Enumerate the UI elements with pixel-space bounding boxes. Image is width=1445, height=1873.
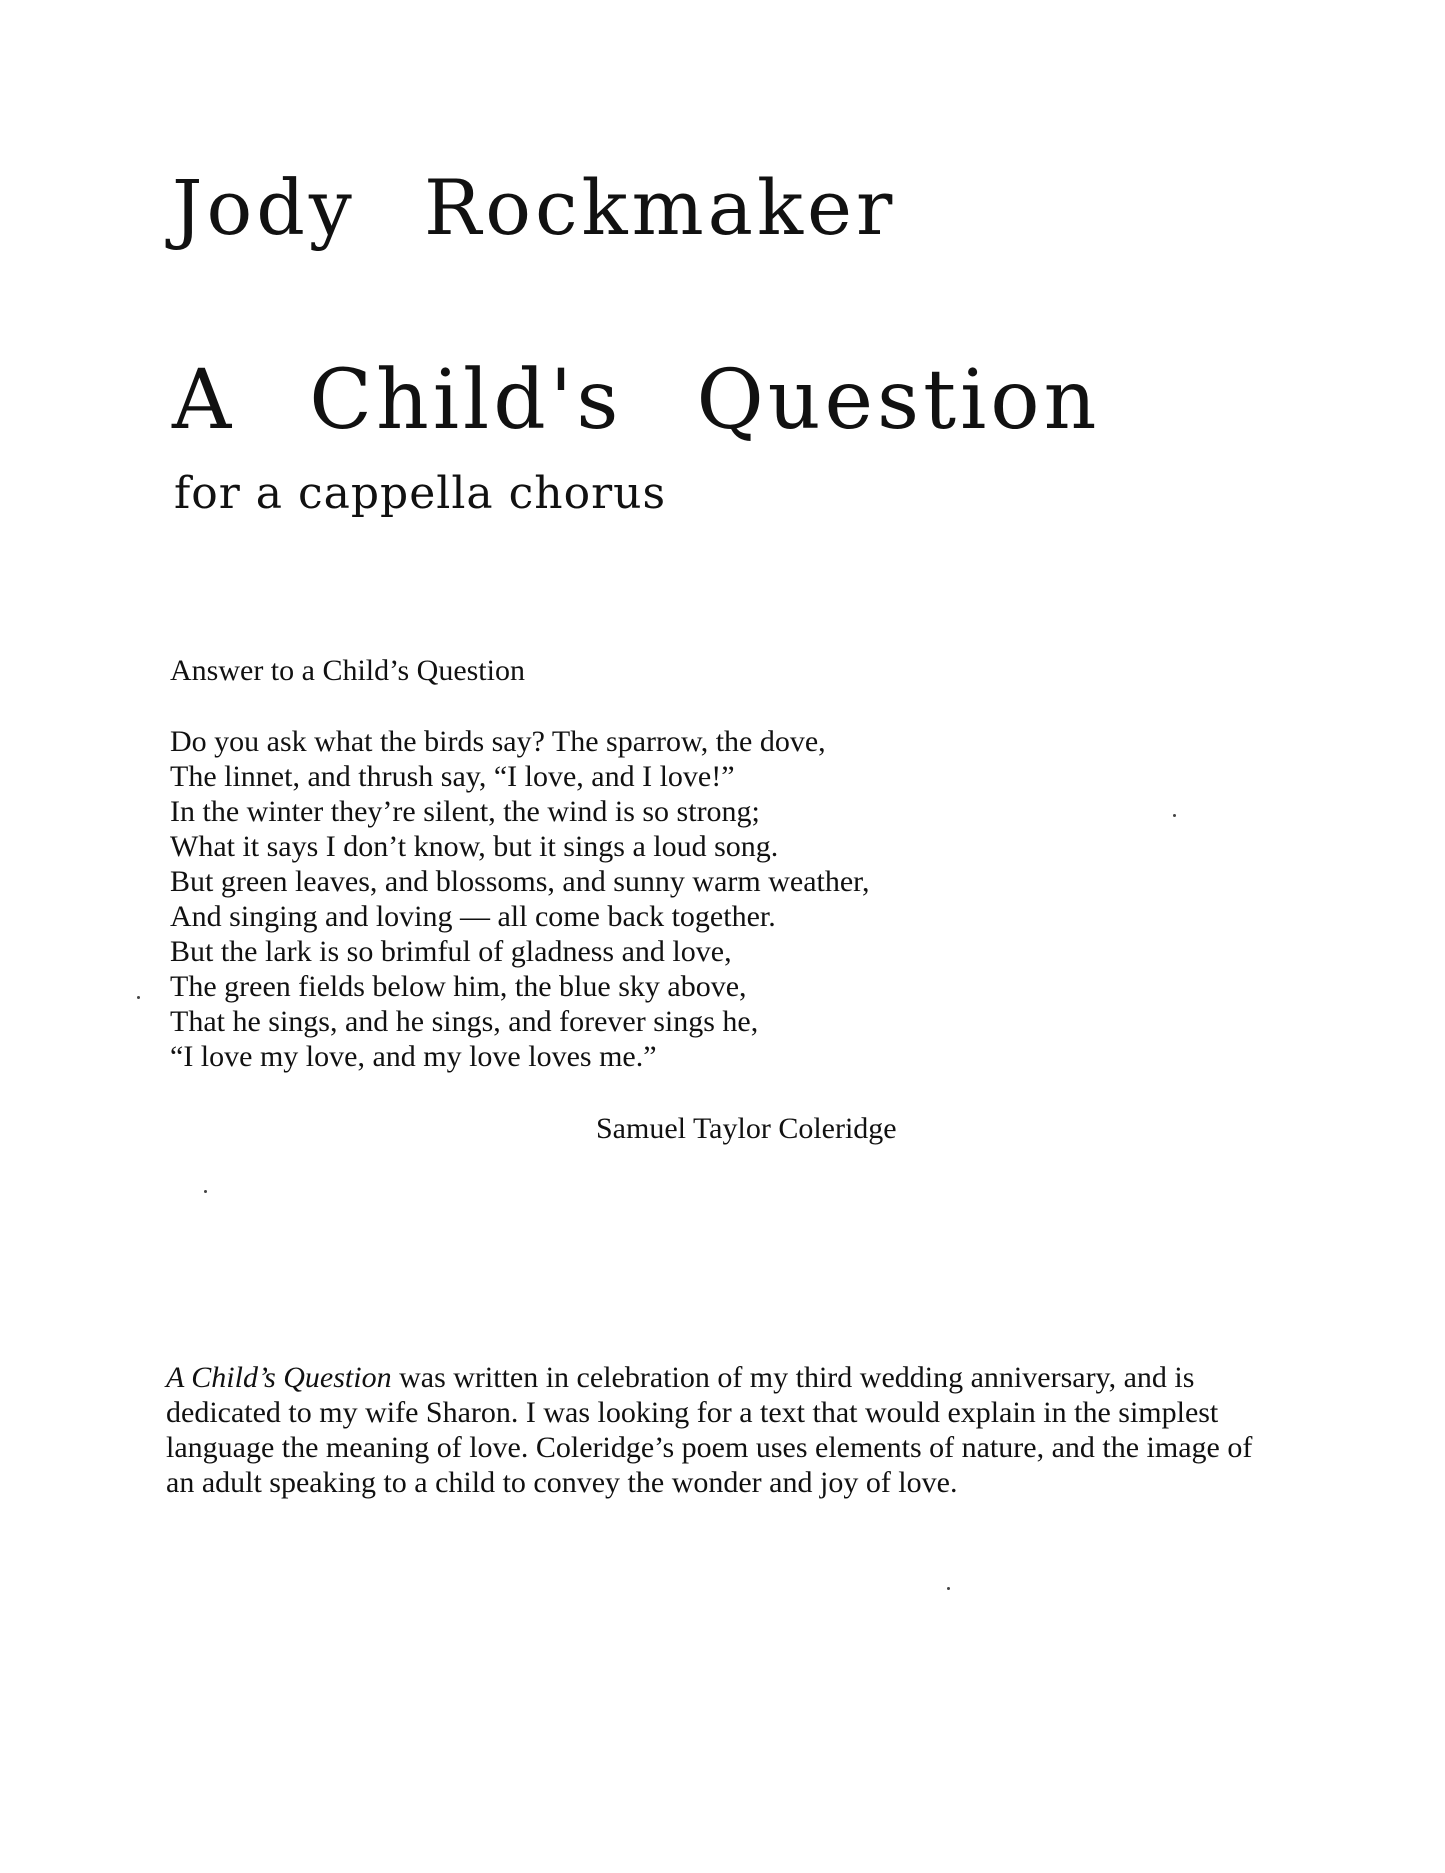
poem-line: Do you ask what the birds say? The sparrow, the dove, <box>170 725 826 758</box>
poem-author: Samuel Taylor Coleridge <box>596 1112 897 1145</box>
composer-name: Jody Rockmaker <box>172 163 897 252</box>
poem-line: The green fields below him, the blue sky above, <box>170 970 747 1003</box>
poem-line: But the lark is so brimful of gladness and love, <box>170 935 732 968</box>
work-title: A Child's Question <box>172 353 1101 448</box>
scan-speck <box>137 996 140 999</box>
scan-speck <box>204 1190 207 1193</box>
poem-line: In the winter they’re silent, the wind is so strong; <box>170 795 760 828</box>
poem-line: What it says I don’t know, but it sings a loud song. <box>170 830 779 863</box>
poem-line: That he sings, and he sings, and forever sings he, <box>170 1005 759 1038</box>
scan-speck <box>1173 814 1176 817</box>
poem-line: “I love my love, and my love loves me.” <box>170 1040 657 1073</box>
program-note-text: was written in celebration of my third wedding anniversary, and is dedicated to my wife Sharon. I was looking for a text that would explain in the simplest language the meaning of love. Coleridge’s poem uses elements of nature, and the image of an adult speaking to a child to convey the wonder and joy of love. <box>166 1361 1253 1499</box>
program-note <box>166 1360 1286 1500</box>
work-subtitle: for a cappella chorus <box>174 468 667 519</box>
poem-body <box>170 724 869 1074</box>
poem-line: The linnet, and thrush say, “I love, and I love!” <box>170 760 735 793</box>
poem-line: But green leaves, and blossoms, and sunny warm weather, <box>170 865 870 898</box>
poem-title: Answer to a Child’s Question <box>170 654 525 687</box>
program-note-work-title: A Child’s Question <box>166 1361 392 1394</box>
program-note-paragraph <box>166 1360 1286 1500</box>
poem-line: And singing and loving — all come back together. <box>170 900 776 933</box>
scan-speck <box>947 1587 950 1590</box>
